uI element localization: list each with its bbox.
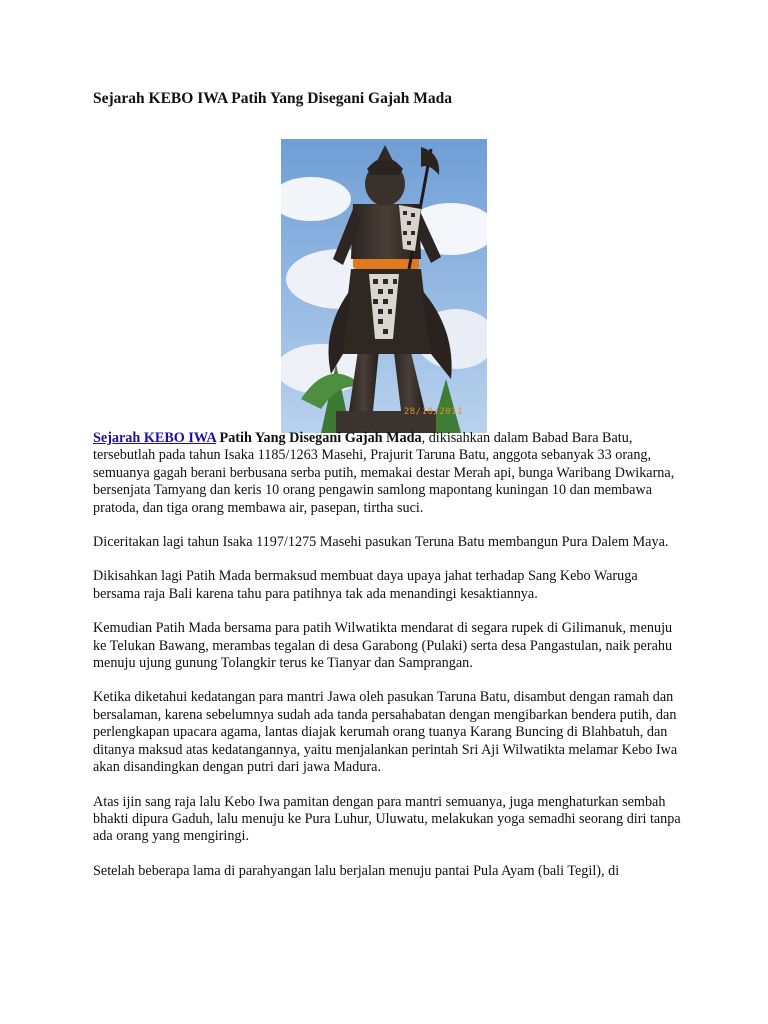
paragraph: Dikisahkan lagi Patih Mada bermaksud membuat daya upaya jahat terhadap Sang Kebo Waruga bersama raja Bali karena tahu para patihnya tak ada menandingi kesaktiannya. [93,568,638,602]
paragraph: Setelah beberapa lama di parahyangan lalu berjalan menuju pantai Pula Ayam (bali Tegil), di [93,862,620,879]
statue-photo [281,139,487,433]
article-body [93,430,683,897]
paragraph: Ketika diketahui kedatangan para mantri Jawa oleh pasukan Taruna Batu, disambut dengan ramah dan bersalaman, karena sebelumnya sudah ada tanda persahabatan dengan mengibarkan bendera putih, dan perlengkapan upacara agama, lantas diajak kerumah orang tuanya Karang Buncing di Blahbatuh, dan ditanya maksud atas kedatangannya, yaitu menjalankan perintah Sri Aji Wilwatikta melamar Kebo Iwa akan disandingkan dengan putri dari jawa Madura. [93,689,678,776]
paragraph: Atas ijin sang raja lalu Kebo Iwa pamitan dengan para mantri semuanya, juga menghaturkan sembah bhakti dipura Gaduh, lalu menuju ke Pura Luhur, Uluwatu, melakukan yoga semadhi seorang diri tanpa ada orang yang mengiringi. [93,793,681,845]
paragraph: Kemudian Patih Mada bersama para patih Wilwatikta mendarat di segara rupek di Gilimanuk, menuju ke Telukan Bawang, merambas tegalan di desa Garabong (Pulaki) serta desa Pangastulan, naik perahu menuju ujung gunung Tolangkir terus ke Tianyar dan Samprangan. [93,620,673,672]
statue-illustration [281,139,487,433]
article-link[interactable]: Sejarah KEBO IWA [93,430,216,446]
paragraph: Diceritakan lagi tahun Isaka 1197/1275 Masehi pasukan Teruna Batu membangun Pura Dalem Maya. [93,534,669,551]
page-title: Sejarah KEBO IWA Patih Yang Disegani Gajah Mada [93,90,452,107]
intro-text: , dikisahkan dalam Babad Bara Batu, tersebutlah pada tahun Isaka 1185/1263 Masehi, Prajurit Taruna Batu, anggota sebanyak 33 orang, semuanya gagah berani berbusana serba putih, memakai destar Merah api, bunga Waribang Dwikarna, bersenjata Tamyang dan keris 10 orang pengawin samlong mapontang kuningan 10 dan membawa pratoda, dan tiga orang membawa air, pasepan, tirtha suci. [93,430,675,516]
intro-paragraph [93,430,683,517]
photo-date-stamp: 28/10/2011 [403,407,463,417]
intro-bold-text: Patih Yang Disegani Gajah Mada [215,430,422,446]
